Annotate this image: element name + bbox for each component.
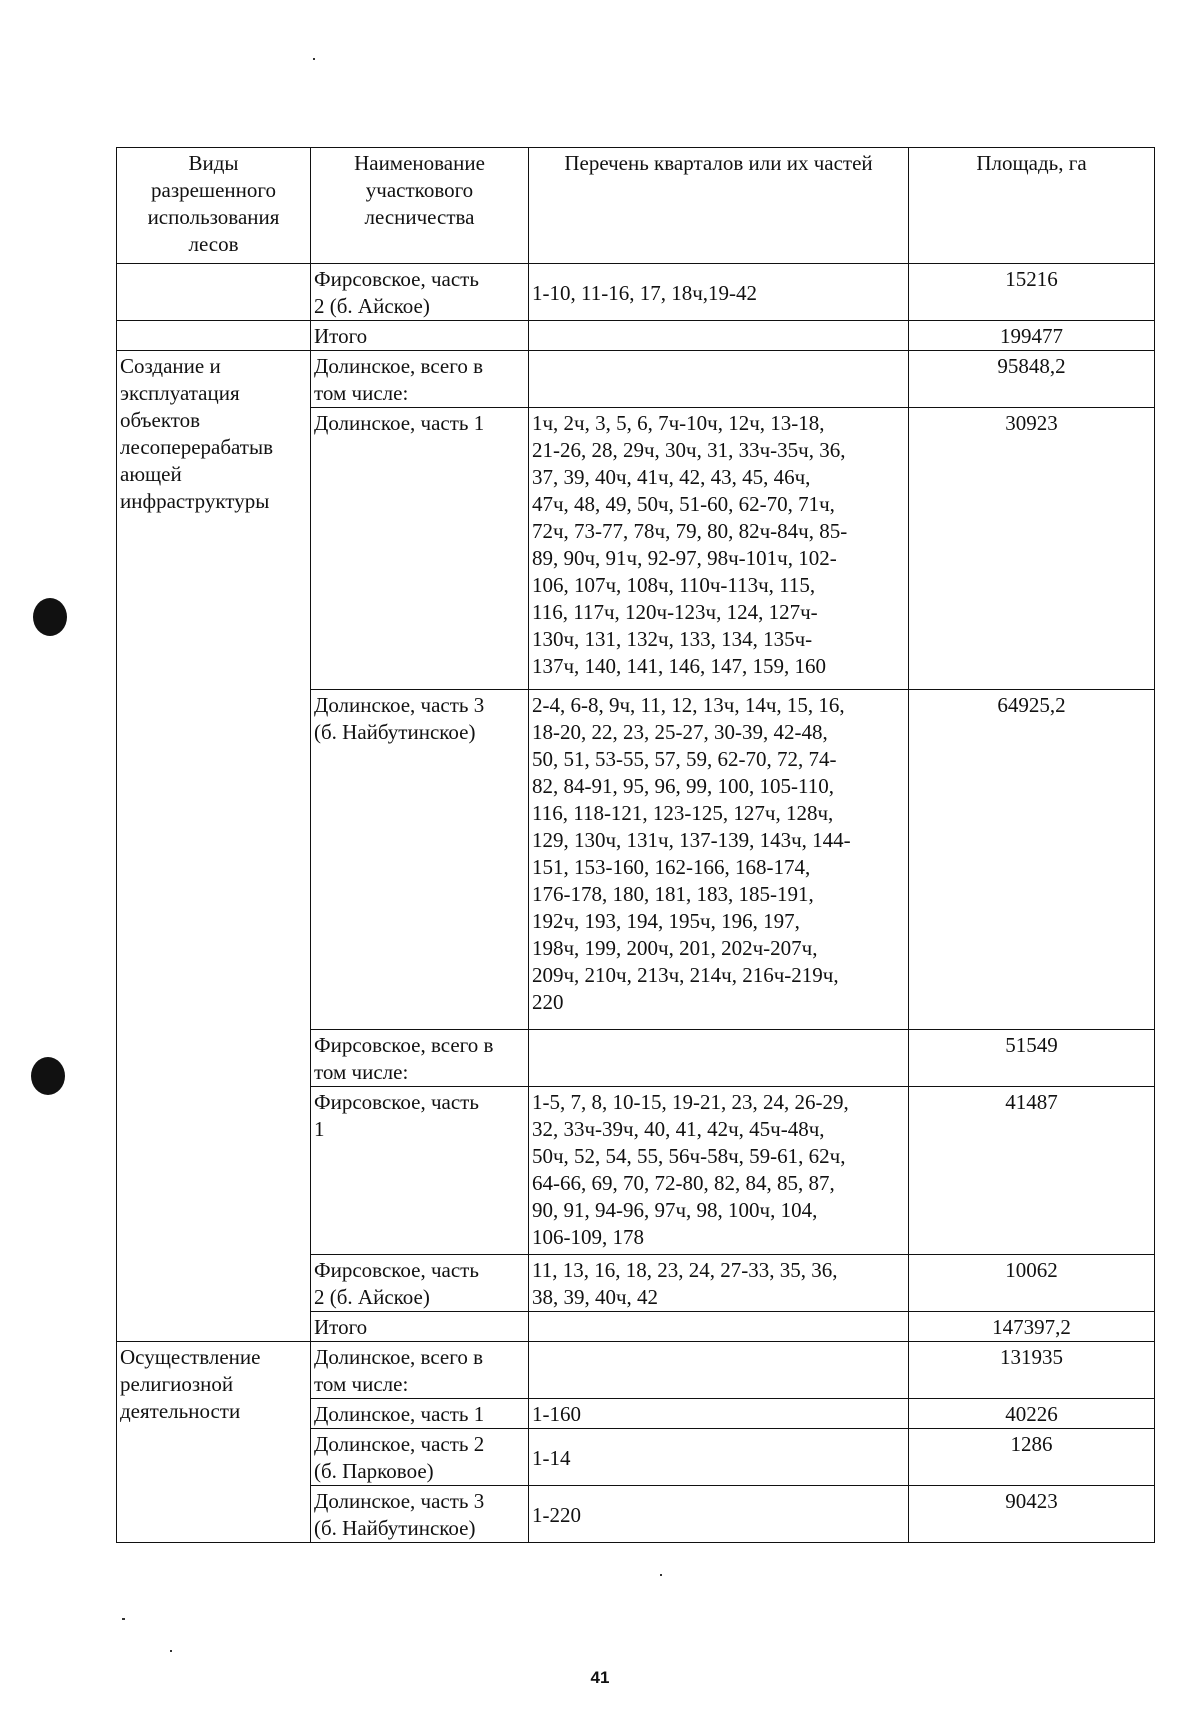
forestry-name-cell: Итого <box>311 321 529 351</box>
forestry-name-cell: Долинское, часть 1 <box>311 1399 529 1429</box>
scan-speck <box>313 58 315 60</box>
table-row-total <box>117 321 1155 351</box>
forestry-name-cell: Фирсовское, всего в том числе: <box>311 1030 529 1087</box>
area-cell: 51549 <box>909 1030 1155 1087</box>
header-quarters-list: Перечень кварталов или их частей <box>529 148 909 264</box>
table-row <box>117 351 1155 408</box>
forestry-name-cell: Долинское, часть 3 (б. Найбутинское) <box>311 690 529 1030</box>
forestry-name-cell: Долинское, часть 3 (б. Найбутинское) <box>311 1486 529 1543</box>
forestry-name-cell: Фирсовское, часть 2 (б. Айское) <box>311 1255 529 1312</box>
area-cell: 10062 <box>909 1255 1155 1312</box>
quarters-cell <box>529 321 909 351</box>
scan-speck <box>660 1574 662 1576</box>
forest-use-table <box>116 147 1155 1543</box>
quarters-cell: 1-160 <box>529 1399 909 1429</box>
forestry-name-cell: Долинское, часть 2 (б. Парковое) <box>311 1429 529 1486</box>
quarters-cell <box>529 1030 909 1087</box>
quarters-cell: 1ч, 2ч, 3, 5, 6, 7ч-10ч, 12ч, 13-18, 21-26, 28, 29ч, 30ч, 31, 33ч-35ч, 36, 37, 39, 40ч, 41ч, 42, 43, 45, 46ч, 47ч, 48, 49, 50ч, 51-60, 62-70, 71ч, 72ч, 73-77, 78ч, 79, 80, 82ч-84ч, 85- 89, 90ч, 91ч, 92-97, 98ч-101ч, 102- 106, 107ч, 108ч, 110ч-113ч, 115, 116, 117ч, 120ч-123ч, 124, 127ч- 130ч, 131, 132ч, 133, 134, 135ч- 137ч, 140, 141, 146, 147, 159, 160 <box>529 408 909 690</box>
use-type-cell <box>117 321 311 351</box>
area-cell: 30923 <box>909 408 1155 690</box>
quarters-cell <box>529 1342 909 1399</box>
area-cell: 1286 <box>909 1429 1155 1486</box>
quarters-cell <box>529 351 909 408</box>
table-header-row <box>117 148 1155 264</box>
forestry-name-cell: Долинское, всего в том числе: <box>311 351 529 408</box>
forestry-name-cell: Итого <box>311 1312 529 1342</box>
area-cell: 41487 <box>909 1087 1155 1255</box>
quarters-cell: 1-10, 11-16, 17, 18ч,19-42 <box>529 264 909 321</box>
page-number: 41 <box>590 1668 610 1687</box>
quarters-cell: 11, 13, 16, 18, 23, 24, 27-33, 35, 36, 38, 39, 40ч, 42 <box>529 1255 909 1312</box>
use-type-cell: Осуществление религиозной деятельности <box>117 1342 311 1543</box>
quarters-cell: 2-4, 6-8, 9ч, 11, 12, 13ч, 14ч, 15, 16, 18-20, 22, 23, 25-27, 30-39, 42-48, 50, 51, 53-55, 57, 59, 62-70, 72, 74- 82, 84-91, 95, 96, 99, 100, 105-110, 116, 118-121, 123-125, 127ч, 128ч, 129, 130ч, 131ч, 137-139, 143ч, 144- 151, 153-160, 162-166, 168-174, 176-178, 180, 181, 183, 185-191, 192ч, 193, 194, 195ч, 196, 197, 198ч, 199, 200ч, 201, 202ч-207ч, 209ч, 210ч, 213ч, 214ч, 216ч-219ч, 220 <box>529 690 909 1030</box>
area-cell: 95848,2 <box>909 351 1155 408</box>
area-cell: 199477 <box>909 321 1155 351</box>
quarters-cell: 1-14 <box>529 1429 909 1486</box>
use-type-cell: Создание и эксплуатация объектов лесоперерабатыв ающей инфраструктуры <box>117 351 311 1342</box>
forestry-name-cell: Фирсовское, часть 2 (б. Айское) <box>311 264 529 321</box>
table-row <box>117 264 1155 321</box>
area-cell: 147397,2 <box>909 1312 1155 1342</box>
quarters-cell: 1-5, 7, 8, 10-15, 19-21, 23, 24, 26-29, 32, 33ч-39ч, 40, 41, 42ч, 45ч-48ч, 50ч, 52, 54, 55, 56ч-58ч, 59-61, 62ч, 64-66, 69, 70, 72-80, 82, 84, 85, 87, 90, 91, 94-96, 97ч, 98, 100ч, 104, 106-109, 178 <box>529 1087 909 1255</box>
quarters-cell <box>529 1312 909 1342</box>
quarters-cell: 1-220 <box>529 1486 909 1543</box>
scan-speck <box>122 1618 125 1620</box>
header-use-type: Виды разрешенного использования лесов <box>117 148 311 264</box>
table-row <box>117 1342 1155 1399</box>
area-cell: 131935 <box>909 1342 1155 1399</box>
area-cell: 90423 <box>909 1486 1155 1543</box>
use-type-cell <box>117 264 311 321</box>
forestry-name-cell: Долинское, всего в том числе: <box>311 1342 529 1399</box>
scan-speck <box>170 1650 172 1652</box>
area-cell: 40226 <box>909 1399 1155 1429</box>
punch-hole-mark <box>33 598 67 636</box>
forestry-name-cell: Долинское, часть 1 <box>311 408 529 690</box>
header-area: Площадь, га <box>909 148 1155 264</box>
header-forestry-name: Наименование участкового лесничества <box>311 148 529 264</box>
punch-hole-mark <box>31 1057 65 1095</box>
forestry-name-cell: Фирсовское, часть 1 <box>311 1087 529 1255</box>
area-cell: 64925,2 <box>909 690 1155 1030</box>
area-cell: 15216 <box>909 264 1155 321</box>
